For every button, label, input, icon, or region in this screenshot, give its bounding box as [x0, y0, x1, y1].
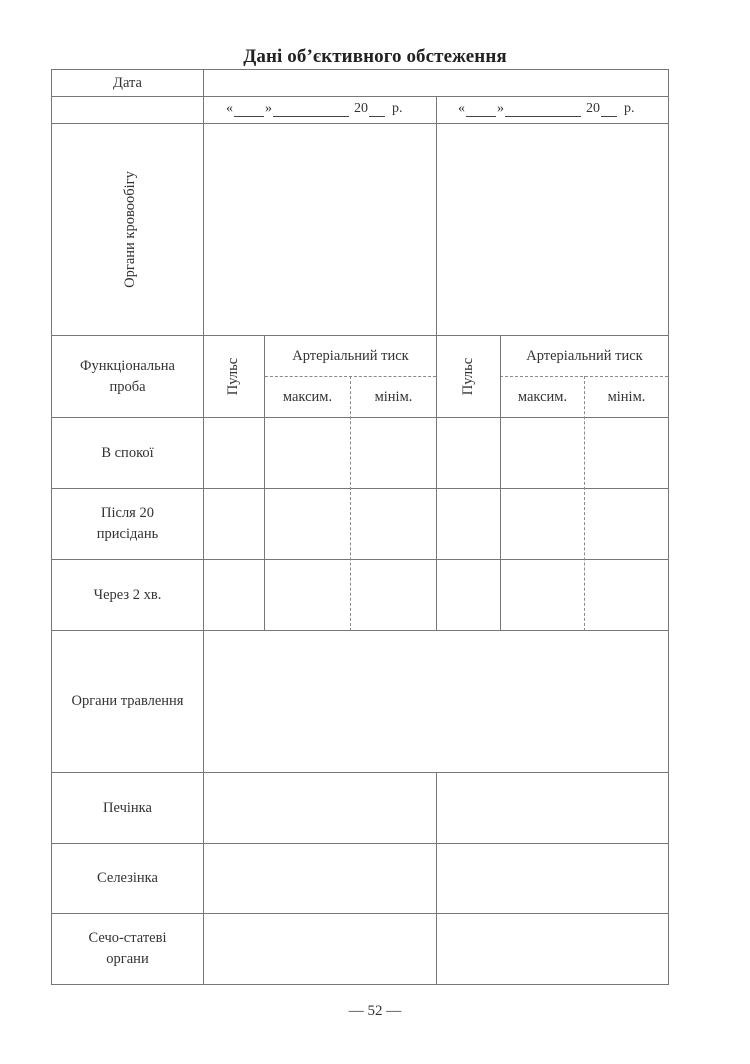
- date-column-divider: [436, 772, 437, 985]
- year-blank[interactable]: [601, 102, 617, 117]
- circulation-label: Органи кровообігу: [121, 171, 138, 288]
- day-blank[interactable]: [466, 102, 496, 117]
- year-suffix: р.: [624, 101, 635, 116]
- bp-max-label: максим.: [517, 388, 568, 405]
- month-blank[interactable]: [505, 102, 581, 117]
- page-title: Дані об’єктивного обстеження: [243, 46, 507, 67]
- pulse-label-cell-2: [437, 336, 500, 417]
- date-field-2[interactable]: [458, 97, 635, 121]
- after-2-min-label: Через 2 хв.: [93, 586, 162, 603]
- bp-min-label: мінім.: [607, 388, 646, 405]
- date-close-quote: »: [265, 101, 272, 116]
- at-rest-label: В спокої: [101, 444, 154, 461]
- after-squats-label: Після 20 присідань: [96, 505, 159, 542]
- urogenital-label: Сечо-статеві органи: [88, 930, 167, 967]
- table-border-bottom: [51, 984, 669, 985]
- circulation-label-cell: [100, 124, 160, 335]
- digestion-label: Органи травлення: [71, 693, 184, 709]
- day-blank[interactable]: [234, 102, 264, 117]
- pulse-label: Пульс: [460, 357, 476, 396]
- year-blank[interactable]: [369, 102, 385, 117]
- spleen-label: Селезінка: [97, 870, 158, 886]
- liver-label: Печінка: [103, 799, 152, 816]
- date-label: Дата: [113, 74, 142, 91]
- year-prefix: 20: [354, 101, 368, 116]
- date-open-quote: «: [458, 101, 465, 116]
- bp-min-label: мінім.: [374, 388, 413, 405]
- bp-header-2: Артеріальний тиск: [526, 347, 643, 364]
- bp-max-label: максим.: [282, 388, 333, 405]
- label-column-divider: [203, 69, 204, 985]
- page-number: — 52 —: [348, 1003, 402, 1019]
- date-open-quote: «: [226, 101, 233, 116]
- functional-test-label: Функціональна проба: [80, 357, 175, 395]
- pulse-label-cell-1: [204, 336, 264, 417]
- table-border-right: [668, 69, 669, 985]
- date-close-quote: »: [497, 101, 504, 116]
- year-suffix: р.: [392, 101, 403, 116]
- bp-header-1: Артеріальний тиск: [292, 347, 409, 364]
- pulse-label: Пульс: [225, 357, 242, 396]
- date-field-1[interactable]: [226, 97, 403, 121]
- month-blank[interactable]: [273, 102, 349, 117]
- year-prefix: 20: [586, 101, 600, 116]
